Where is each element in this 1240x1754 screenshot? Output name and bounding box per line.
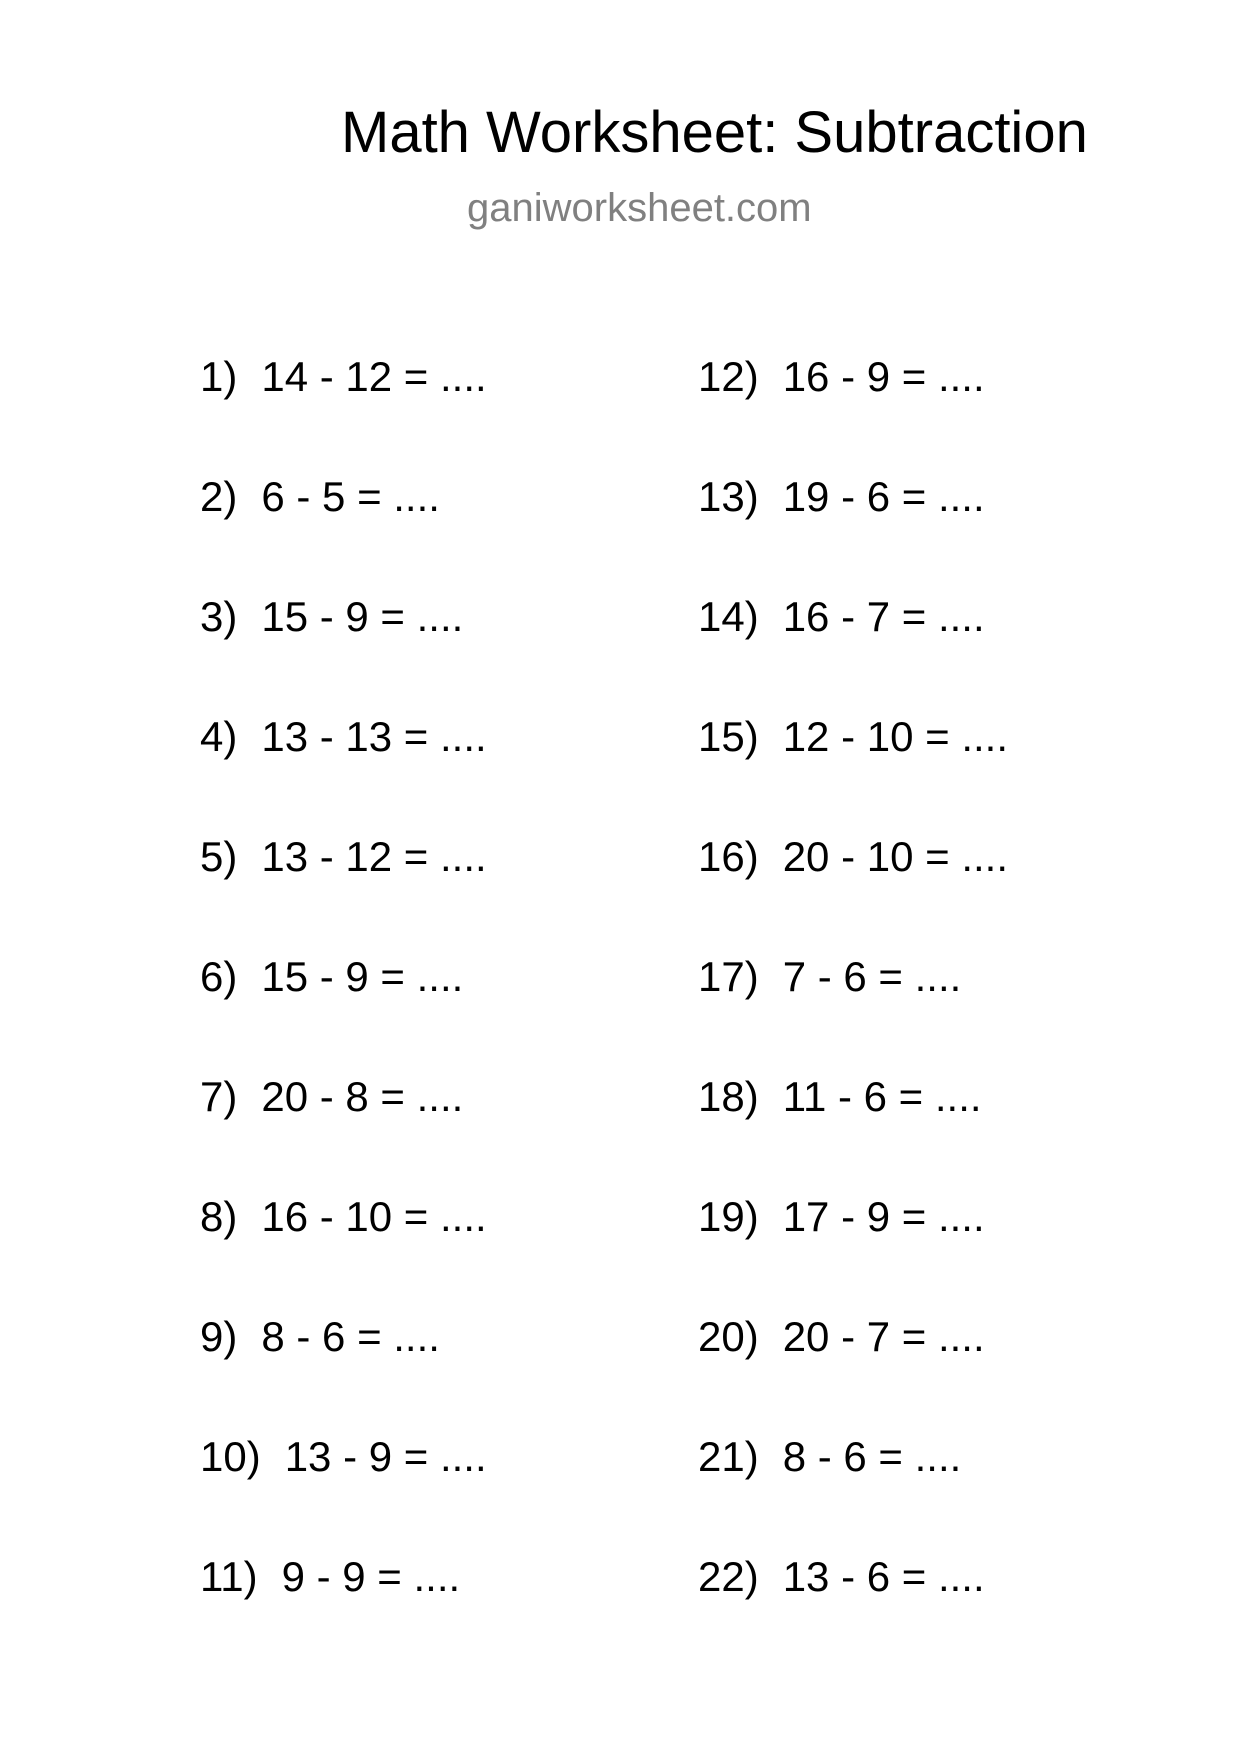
problem-number: 18) (698, 1073, 759, 1120)
problem-expression: 15 - 9 = .... (261, 593, 464, 640)
problem-number: 5) (200, 833, 238, 880)
problem-expression: 16 - 7 = .... (782, 593, 985, 640)
problem-number: 11) (200, 1553, 258, 1600)
problem-item (200, 469, 440, 525)
problem-item (200, 1549, 460, 1605)
problem-number: 7) (200, 1073, 238, 1120)
problem-number: 1) (200, 353, 238, 400)
problem-item (200, 829, 487, 885)
problem-item (698, 589, 985, 645)
problem-number: 22) (698, 1553, 759, 1600)
problem-item (200, 949, 463, 1005)
problem-number: 20) (698, 1313, 759, 1360)
problem-item (200, 1309, 440, 1365)
problem-expression: 9 - 9 = .... (281, 1553, 461, 1600)
problem-number: 15) (698, 713, 759, 760)
problem-number: 3) (200, 593, 238, 640)
problem-number: 8) (200, 1193, 238, 1240)
problem-item (698, 1309, 985, 1365)
problem-expression: 8 - 6 = .... (782, 1433, 962, 1480)
problem-number: 19) (698, 1193, 759, 1240)
problem-item (200, 589, 463, 645)
problem-item (698, 1549, 985, 1605)
problem-item (200, 1429, 487, 1485)
problem-number: 2) (200, 473, 238, 520)
problem-expression: 14 - 12 = .... (261, 353, 487, 400)
problem-expression: 13 - 6 = .... (782, 1553, 985, 1600)
problem-expression: 8 - 6 = .... (261, 1313, 440, 1360)
problem-item (200, 1069, 463, 1125)
problem-item (698, 949, 961, 1005)
problem-item (698, 349, 985, 405)
problem-expression: 13 - 13 = .... (261, 713, 487, 760)
problem-number: 4) (200, 713, 238, 760)
problem-number: 14) (698, 593, 759, 640)
problem-expression: 11 - 6 = .... (782, 1073, 982, 1120)
site-name: ganiworksheet.com (467, 186, 812, 230)
problem-expression: 16 - 10 = .... (261, 1193, 487, 1240)
problem-item (200, 349, 487, 405)
problem-item (698, 1069, 982, 1125)
problem-expression: 13 - 9 = .... (284, 1433, 487, 1480)
problem-expression: 7 - 6 = .... (782, 953, 962, 1000)
problem-item (200, 1189, 487, 1245)
problem-expression: 13 - 12 = .... (261, 833, 487, 880)
problem-expression: 20 - 10 = .... (782, 833, 1009, 880)
problem-expression: 20 - 8 = .... (261, 1073, 464, 1120)
problem-expression: 6 - 5 = .... (261, 473, 440, 520)
problem-expression: 16 - 9 = .... (782, 353, 985, 400)
problem-number: 10) (200, 1433, 261, 1480)
problem-item (698, 469, 985, 525)
problem-number: 9) (200, 1313, 238, 1360)
problem-expression: 17 - 9 = .... (782, 1193, 985, 1240)
page-title: Math Worksheet: Subtraction (341, 100, 1088, 165)
problem-number: 17) (698, 953, 759, 1000)
problem-item (200, 709, 487, 765)
problem-number: 13) (698, 473, 759, 520)
problem-expression: 15 - 9 = .... (261, 953, 464, 1000)
problem-expression: 20 - 7 = .... (782, 1313, 985, 1360)
problem-item (698, 829, 1008, 885)
problem-number: 12) (698, 353, 759, 400)
problem-expression: 19 - 6 = .... (782, 473, 985, 520)
problem-item (698, 709, 1008, 765)
problem-expression: 12 - 10 = .... (782, 713, 1009, 760)
problem-item (698, 1429, 961, 1485)
problem-number: 6) (200, 953, 238, 1000)
problem-number: 16) (698, 833, 759, 880)
problem-item (698, 1189, 985, 1245)
problem-number: 21) (698, 1433, 759, 1480)
